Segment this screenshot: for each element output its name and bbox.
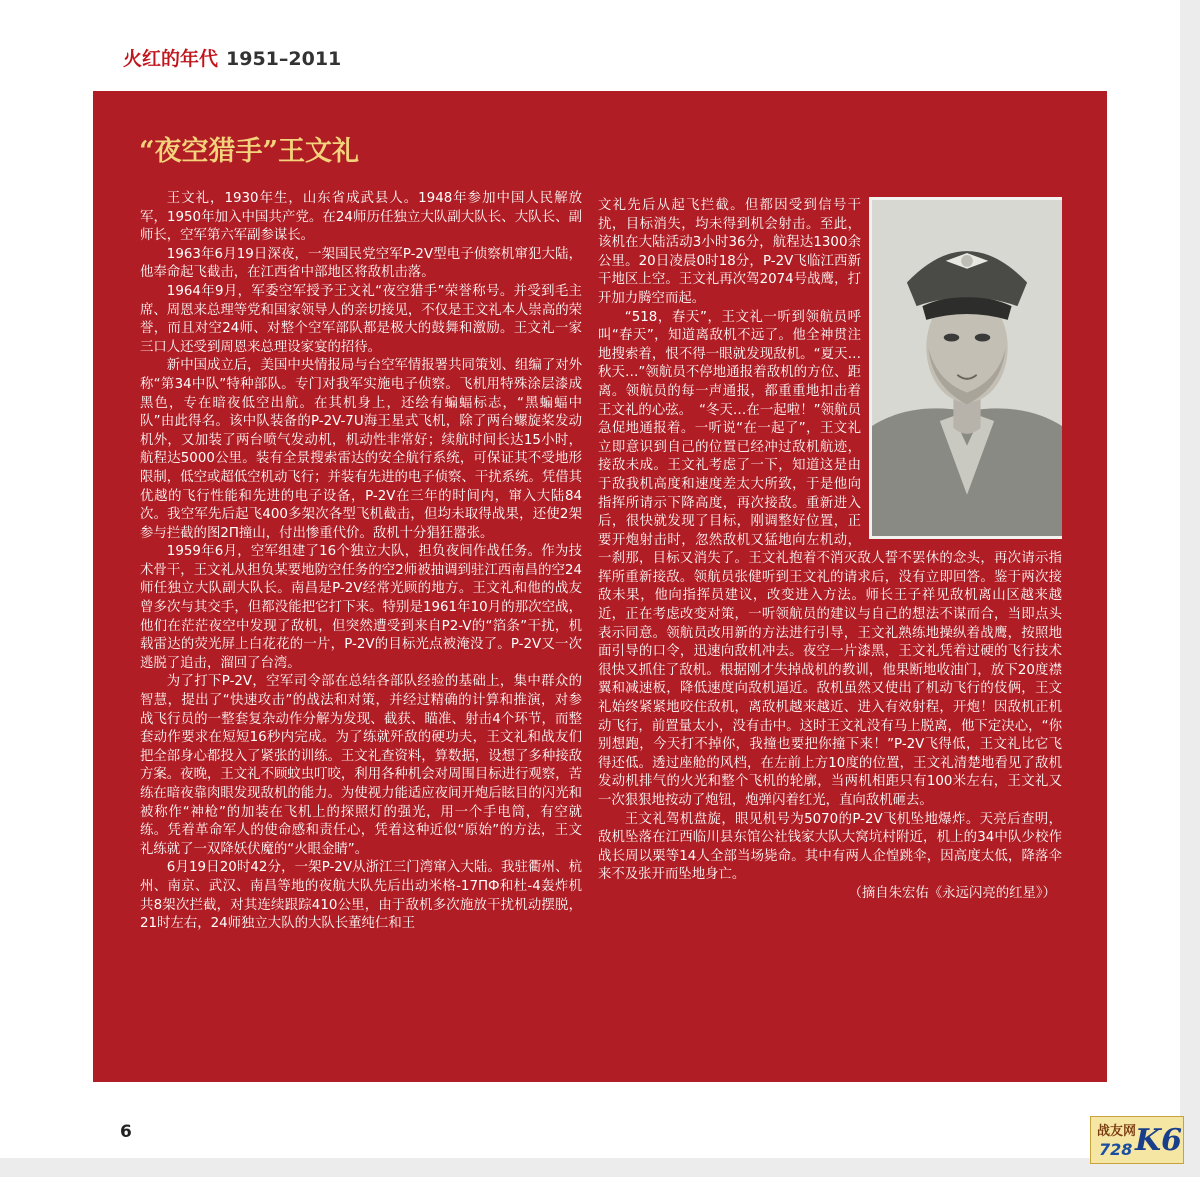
paragraph: 1959年6月，空军组建了16个独立大队，担负夜间作战任务。作为技术骨干，王文礼从担负某要地防空任务的空2师被抽调到驻江西南昌的空24师任独立大队副大队长。南昌是P-2V经常光顾的地方。王文礼和他的战友曾多次与其交手，但都没能把它打下来。特别是1961年10月的那次空战，他们在茫茫夜空中发现了敌机，但突然遭受到来自P2-V的“箔条”干扰，机载雷达的荧光屏上白花花的一片，P-2V的目标光点被淹没了。P-2V又一次逃脱了追击，溜回了台湾。	[140, 544, 582, 671]
right-column	[598, 197, 1062, 1047]
watermark-number: 728	[1099, 1140, 1133, 1159]
page-number: 6	[120, 1122, 132, 1142]
paragraph: 6月19日20时42分，一架P-2V从浙江三门湾窜入大陆。我驻衢州、杭州、南京、武汉、南昌等地的夜航大队先后出动米格-17ПФ和杜-4轰炸机共8架次拦截，对其连续跟踪410公里，由于敌机多次施放干扰机动摆脱，21时左右，24师独立大队的大队长董纯仁和王	[140, 860, 582, 932]
article-title: “夜空猎手”王文礼	[139, 136, 360, 167]
article-panel	[93, 91, 1107, 1082]
header-years: 1951–2011	[226, 48, 342, 70]
paragraph: 1964年9月，军委空军授予王文礼“夜空猎手”荣誉称号。并受到毛主席、周恩来总理等党和国家领导人的亲切接见，不仅是王文礼本人崇高的荣誉，而且对空24师、对整个空军部队都是极大的鼓舞和激励。王文礼一家三口人还受到周恩来总理设家宴的招待。	[140, 283, 582, 355]
paragraph-continued: 文礼先后从起飞拦截。但都因受到信号干扰，目标消失，均未得到机会射击。至此，该机在大陆活动3小时36分，航程达1300余公里。20日凌晨0时18分，P-2V飞临江西新干地区上空。王文礼再次驾2074号战鹰，打开加力腾空而起。	[598, 198, 861, 306]
paragraph: 为了打下P-2V，空军司令部在总结各部队经验的基础上，集中群众的智慧，提出了“快速攻击”的战法和对策，并经过精确的计算和推演，对参战飞行员的一整套复杂动作分解为发现、截获、瞄准、射击4个环节，而整套动作要求在短短16秒内完成。为了练就歼敌的硬功夫，王文礼和战友们把全部身心都投入了紧张的训练。王文礼查资料，算数据，设想了多种接敌方案。夜晚，王文礼不顾蚊虫叮咬，利用各种机会对周围目标进行观察，苦练在暗夜靠肉眼发现敌机的能力。为使视力能适应夜间开炮后眩目的闪光和被称作“神枪”的加装在飞机上的探照灯的强光，用一个手电筒，有空就练。凭着革命军人的使命感和责任心，凭着这种近似“原始”的方法，王文礼练就了一双降妖伏魔的“火眼金睛”。	[140, 674, 582, 857]
portrait-photo	[869, 197, 1062, 539]
paragraph: 1963年6月19日深夜，一架国民党空军P-2V型电子侦察机窜犯大陆，他奉命起飞截击，在江西省中部地区将敌机击落。	[140, 246, 582, 281]
watermark-k6: K6	[1135, 1123, 1182, 1158]
paragraph: 王文礼，1930年生，山东省成武县人。1948年参加中国人民解放军，1950年加入中国共产党。在24师历任独立大队副大队长、大队长、副师长，空军第六军副参谋长。	[140, 191, 582, 244]
portrait-image	[872, 200, 1062, 536]
paragraph: 王文礼驾机盘旋，眼见机号为5070的P-2V飞机坠地爆炸。天亮后查明，敌机坠落在江西临川县东馆公社钱家大队大窝坑村附近，机上的34中队少校作战长周以栗等14人全部当场毙命。其中有两人企惶跳伞，因高度太低，降落伞来不及张开而坠地身亡。	[598, 811, 1062, 883]
site-watermark-logo	[1090, 1116, 1184, 1164]
paragraph: “518，春天”，王文礼一听到领航员呼叫“春天”，知道离敌机不远了。他全神贯注地搜索着，恨不得一眼就发现敌机。“夏天…秋天…”领航员不停地通报着敌机的方位、距离。领航员的每一声通报，都重重地扣击着王文礼的心弦。 “冬天…在一起啦！”领航员急促地通报着。一听说“在一起了”，王文礼立即意识到自己的位置已经冲过敌机航迹，接敌未成。王文礼考虑了一下，知道这是由于敌我机高度和速度差太大所致，于是他向指挥所请示下降高度，再次接敌。重新进入后，很快就发现了目标，刚调整好位置，正要开炮射击时，忽然敌机又猛地向左机动，一刹那，目标又消失了。王文礼抱着不消灭敌人誓不罢休的念头，再次请示指挥所重新接敌。领航员张健听到王文礼的请求后，没有立即回答。鉴于两次接敌未果，他向指挥员建议，改变进入方法。师长王子祥见敌机离山区越来越近，正在考虑改变对策，一听领航员的建议与自己的想法不谋而合，当即点头表示同意。领航员改用新的方法进行引导，王文礼熟练地操纵着战鹰，按照地面引导的口令，迅速向敌机冲去。夜空一片漆黑，王文礼凭着过硬的飞行技术很快又抓住了敌机。根据刚才失掉战机的教训，他果断地收油门，放下20度襟翼和减速板，降低速度向敌机逼近。敌机虽然又使出了机动飞行的伎俩，王文礼始终紧紧地咬住敌机，离敌机越来越近、进入有效射程，开炮！因敌机正机动飞行，前置量太小，没有击中。这时王文礼没有马上脱离，他下定决心，“你别想跑，今天打不掉你，我撞也要把你撞下来！”P-2V飞得低，王文礼比它飞得还低。透过座舱的风档，在左前上方10度的位置，王文礼清楚地看见了敌机发动机排气的火光和整个飞机的轮廓，当两机相距只有100米左右，王文礼又一次狠狠地按动了炮钮，炮弹闪着红光，直向敌机砸去。	[598, 309, 1062, 808]
left-column	[140, 190, 582, 1030]
watermark-text: 战友网	[1097, 1124, 1137, 1139]
running-header	[123, 44, 341, 71]
paragraph: 新中国成立后，美国中央情报局与台空军情报署共同策划、组编了对外称“第34中队”特种部队。专门对我军实施电子侦察。飞机用特殊涂层漆成黑色，专在暗夜低空出航。在其机身上，还绘有蝙蝠标志，“黑蝙蝠中队”由此得名。该中队装备的P-2V-7U海王星式飞机，除了两台螺旋桨发动机外，又加装了两台喷气发动机，机动性非常好；续航时间长达15小时，航程达5000公里。装有全景搜索雷达的安全航行系统，可保证其不受地形限制，低空或超低空机动飞行；并装有先进的电子侦察、干扰系统。凭借其优越的飞行性能和先进的电子设备，P-2V在三年的时间内，窜入大陆84次。我空军先后起飞400多架次各型飞机截击，但均未取得战果，还使2架参与拦截的图2П撞山，付出惨重代价。敌机十分猖狂嚣张。	[140, 358, 582, 541]
header-title: 火红的年代	[123, 48, 219, 70]
source-citation: （摘自朱宏佑《永远闪亮的红星》）	[848, 885, 1056, 901]
